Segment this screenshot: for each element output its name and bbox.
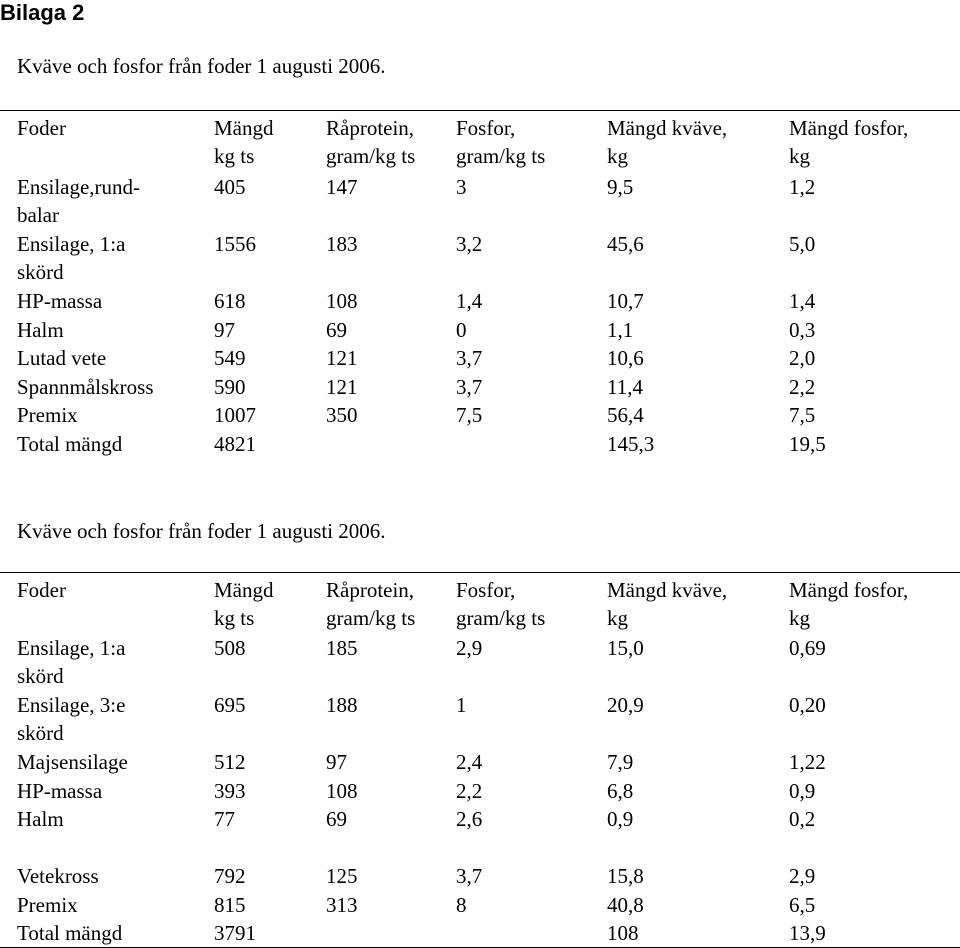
column-header: Fosfor,	[456, 578, 516, 602]
table-cell: 19,5	[789, 431, 826, 456]
row-label: Ensilage,rund-	[17, 175, 141, 199]
table-cell: 3	[456, 175, 467, 199]
table-cell: 2,2	[789, 374, 816, 399]
column-header: kg	[607, 144, 628, 168]
row-label: HP-massa	[17, 778, 103, 803]
table-cell: 313	[326, 892, 358, 917]
page-heading: Bilaga 2	[0, 0, 85, 25]
row-label: balar	[17, 203, 59, 227]
table-cell: 512	[214, 750, 246, 774]
column-header: Mängd kväve,	[607, 578, 728, 602]
table-cell: 69	[326, 317, 347, 342]
row-label: Ensilage, 1:a	[17, 636, 126, 660]
row-label: skörd	[17, 721, 64, 745]
table-cell: 121	[326, 374, 358, 399]
table-cell: 3,7	[456, 346, 483, 370]
table-cell: 108	[326, 289, 358, 313]
table-cell: 2,0	[789, 346, 816, 370]
table-cell: 56,4	[607, 403, 644, 427]
column-header: gram/kg ts	[326, 144, 416, 168]
column-header: Mängd	[214, 116, 274, 140]
table-cell: 1007	[214, 403, 256, 427]
table-cell: 3,7	[456, 374, 483, 399]
table-cell: 405	[214, 175, 246, 199]
table-cell: 77	[214, 807, 235, 831]
column-header: kg	[789, 606, 810, 630]
table-cell: 0,20	[789, 693, 826, 717]
table-cell: 20,9	[607, 693, 644, 717]
table-cell: 1,22	[789, 750, 826, 774]
table-cell: 815	[214, 892, 246, 917]
table-cell: 15,8	[607, 864, 644, 888]
table-cell: 1556	[214, 232, 256, 256]
column-header: kg ts	[214, 144, 255, 168]
table-cell: 1,1	[607, 317, 634, 342]
row-label: Lutad vete	[17, 346, 107, 370]
table-cell: 7,9	[607, 750, 634, 774]
table-cell: 4821	[214, 431, 256, 456]
row-label: Ensilage, 1:a	[17, 232, 126, 256]
table-cell: 108	[607, 921, 639, 945]
table-cell: 10,7	[607, 289, 644, 313]
table-top-rule	[0, 572, 960, 573]
row-label: Vetekross	[17, 864, 99, 888]
table-cell: 10,6	[607, 346, 644, 370]
table-cell: 5,0	[789, 232, 816, 256]
table-cell: 69	[326, 807, 347, 831]
table-cell: 15,0	[607, 636, 644, 660]
table-cell: 1,2	[789, 175, 816, 199]
table-cell: 2,6	[456, 807, 483, 831]
row-label: Halm	[17, 807, 64, 831]
row-label: Ensilage, 3:e	[17, 693, 126, 717]
table-cell: 0,9	[789, 778, 816, 803]
table-cell: 147	[326, 175, 358, 199]
table-cell: 3,7	[456, 864, 483, 888]
table-cell: 393	[214, 778, 246, 803]
table-cell: 2,4	[456, 750, 483, 774]
table-cell: 40,8	[607, 892, 644, 917]
column-header: gram/kg ts	[456, 606, 546, 630]
row-label: Total mängd	[17, 921, 123, 945]
table-cell: 1,4	[456, 289, 483, 313]
table-cell: 6,5	[789, 892, 816, 917]
table-cell: 0,3	[789, 317, 816, 342]
table-top-rule	[0, 110, 960, 111]
table-cell: 121	[326, 346, 358, 370]
column-header: gram/kg ts	[456, 144, 546, 168]
row-label: Total mängd	[17, 431, 123, 456]
table-cell: 350	[326, 403, 358, 427]
column-header: Mängd fosfor,	[789, 578, 909, 602]
table-cell: 188	[326, 693, 358, 717]
column-header: kg	[607, 606, 628, 630]
row-label: skörd	[17, 664, 64, 688]
column-header: gram/kg ts	[326, 606, 416, 630]
table-cell: 145,3	[607, 431, 655, 456]
table-cell: 3791	[214, 921, 256, 945]
column-header: kg ts	[214, 606, 255, 630]
row-label: Majsensilage	[17, 750, 128, 774]
table-cell: 1,4	[789, 289, 816, 313]
row-label: Premix	[17, 892, 78, 917]
table-cell: 97	[214, 317, 235, 342]
row-label: Halm	[17, 317, 64, 342]
table-cell: 13,9	[789, 921, 826, 945]
table-cell: 0,9	[607, 807, 634, 831]
table-cell: 2,9	[789, 864, 816, 888]
table-caption: Kväve och fosfor från foder 1 augusti 2006.	[17, 54, 386, 78]
table-cell: 0	[456, 317, 467, 342]
table-cell: 1	[456, 693, 467, 717]
column-header: Mängd	[214, 578, 274, 602]
column-header: kg	[789, 144, 810, 168]
table-cell: 9,5	[607, 175, 634, 199]
table-cell: 0,2	[789, 807, 816, 831]
column-header: Fosfor,	[456, 116, 516, 140]
table-cell: 0,69	[789, 636, 826, 660]
table-cell: 7,5	[789, 403, 816, 427]
table-cell: 183	[326, 232, 358, 256]
table-cell: 6,8	[607, 778, 634, 803]
table-cell: 590	[214, 374, 246, 399]
row-label: Spannmålskross	[17, 374, 154, 399]
table-cell: 8	[456, 892, 467, 917]
table-cell: 2,2	[456, 778, 483, 803]
column-header: Mängd kväve,	[607, 116, 728, 140]
table-cell: 3,2	[456, 232, 483, 256]
table-cell: 45,6	[607, 232, 644, 256]
row-label: HP-massa	[17, 289, 103, 313]
table-cell: 97	[326, 750, 347, 774]
column-header: Mängd fosfor,	[789, 116, 909, 140]
table-cell: 618	[214, 289, 246, 313]
table-cell: 549	[214, 346, 246, 370]
table-cell: 508	[214, 636, 246, 660]
table-cell: 792	[214, 864, 246, 888]
column-header: Råprotein,	[326, 578, 415, 602]
table-cell: 108	[326, 778, 358, 803]
table-cell: 185	[326, 636, 358, 660]
row-label: skörd	[17, 260, 64, 284]
row-label: Premix	[17, 403, 78, 427]
table-caption: Kväve och fosfor från foder 1 augusti 2006.	[17, 519, 386, 543]
table-cell: 695	[214, 693, 246, 717]
column-header: Foder	[17, 116, 66, 140]
table-cell: 2,9	[456, 636, 483, 660]
table-cell: 11,4	[607, 374, 643, 399]
table-cell: 125	[326, 864, 358, 888]
column-header: Foder	[17, 578, 66, 602]
column-header: Råprotein,	[326, 116, 415, 140]
table-cell: 7,5	[456, 403, 483, 427]
table-bottom-rule	[0, 947, 960, 948]
